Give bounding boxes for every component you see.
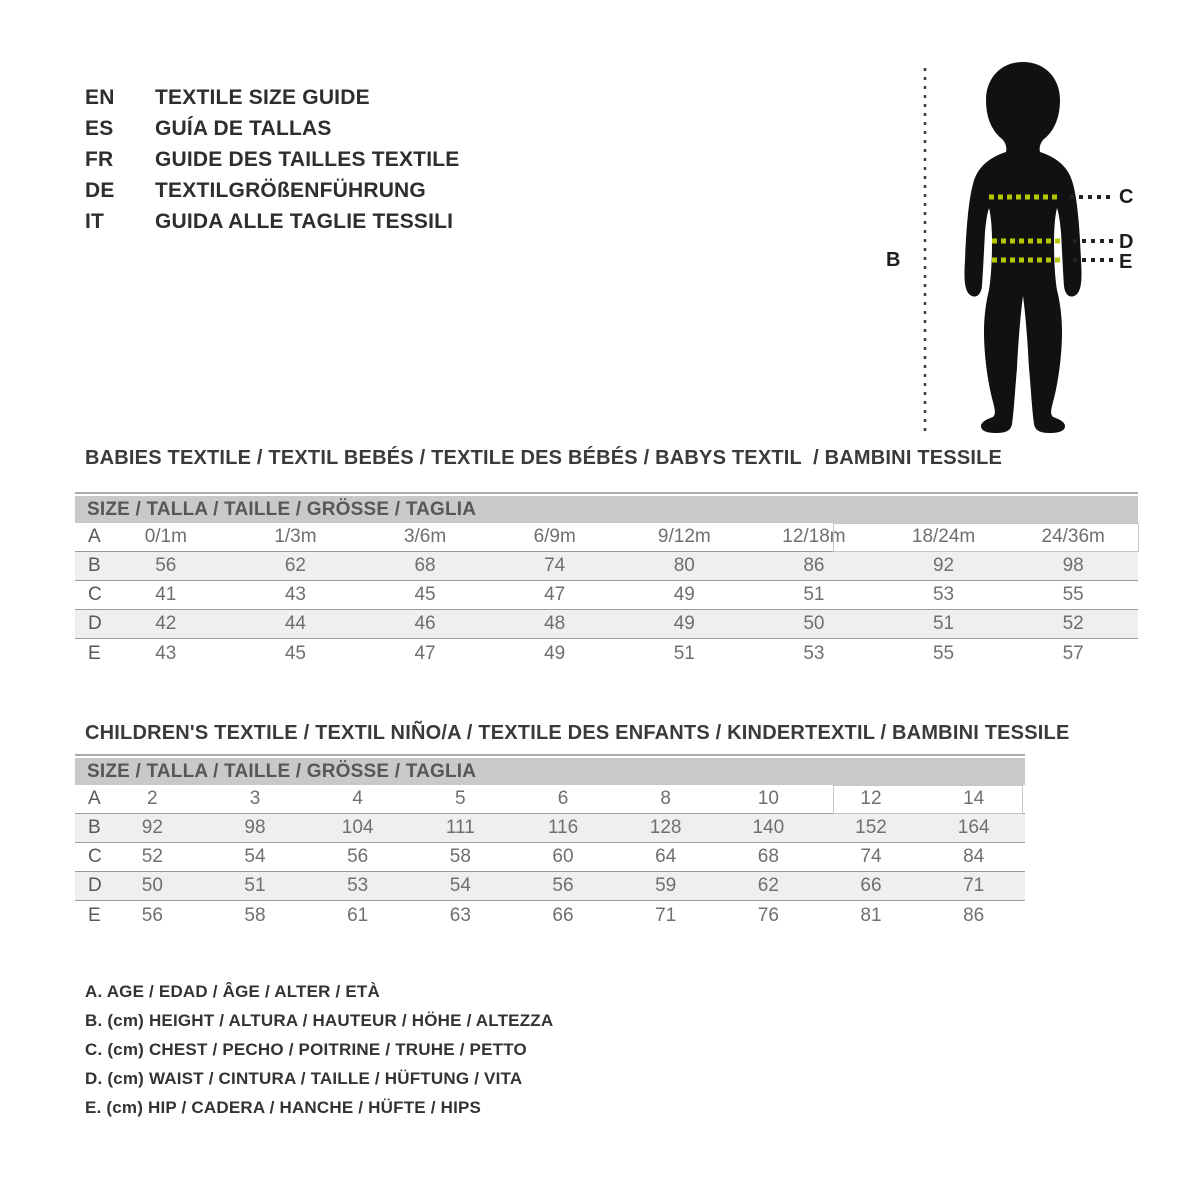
table-cell: 51 (803, 584, 825, 605)
table-cell: 48 (544, 613, 566, 634)
table-cell: 98 (1062, 555, 1084, 576)
measurement-legend (85, 977, 553, 1122)
table-cell: 14 (963, 788, 985, 809)
table-cell: 53 (347, 875, 369, 896)
table-cell: 64 (655, 846, 677, 867)
table-cell: 46 (414, 613, 436, 634)
language-label: GUIDA ALLE TAGLIE TESSILI (155, 209, 454, 233)
table-cell: 84 (963, 846, 985, 867)
table-cell: 66 (860, 875, 882, 896)
babies-size-table (75, 492, 1138, 668)
table-cell: 60 (552, 846, 574, 867)
table-cell: 56 (155, 555, 177, 576)
table-cell: 111 (445, 817, 475, 838)
table-cell: 45 (414, 584, 436, 605)
table-cell: 6/9m (533, 526, 576, 547)
row-label: D (88, 875, 102, 896)
table-cell: 68 (414, 555, 436, 576)
babies-section-heading: BABIES TEXTILE / TEXTIL BEBÉS / TEXTILE DES BÉBÉS / BABYS TEXTIL / BAMBINI TESSILE (85, 447, 1003, 469)
table-cell: 52 (141, 846, 163, 867)
language-label: GUIDE DES TAILLES TEXTILE (155, 147, 460, 171)
table-cell: 49 (673, 584, 695, 605)
table-cell: 49 (673, 613, 695, 634)
language-code: IT (85, 209, 105, 233)
table-cell: 55 (1062, 584, 1084, 605)
table-cell: 66 (552, 905, 574, 926)
table-cell: 8 (660, 788, 671, 809)
table-cell: 0/1m (144, 526, 187, 547)
table-cell: 9/12m (657, 526, 711, 547)
table-cell: 81 (860, 905, 882, 926)
table-cell: 71 (655, 905, 677, 926)
table-cell: 55 (932, 643, 955, 664)
language-code: ES (85, 116, 114, 140)
table-cell: 51 (244, 875, 266, 896)
row-label: A (88, 526, 101, 547)
language-label: TEXTILE SIZE GUIDE (155, 85, 370, 109)
table-cell: 44 (284, 613, 306, 634)
child-silhouette (965, 62, 1082, 433)
table-cell: 59 (655, 875, 677, 896)
table-cell: 6 (557, 788, 569, 809)
table-cell: 3/6m (403, 526, 447, 547)
table-cell: 92 (141, 817, 163, 838)
table-cell: 152 (855, 817, 887, 838)
table-cell: 74 (544, 555, 566, 576)
table-cell: 53 (932, 584, 955, 605)
table-cell: 76 (757, 905, 779, 926)
table-cell: 45 (284, 643, 306, 664)
table-cell: 47 (414, 643, 436, 664)
table-cell: 4 (352, 788, 363, 809)
table-row (75, 581, 1138, 610)
children-size-table (75, 754, 1025, 930)
table-row (75, 843, 1025, 872)
row-label: D (88, 613, 102, 634)
table-cell: 80 (673, 555, 695, 576)
table-cell: 24/36m (1041, 526, 1105, 547)
waist-measure-label: D (1119, 231, 1134, 253)
table-cell: 12/18m (782, 526, 846, 547)
table-cell: 92 (932, 555, 955, 576)
table-cell: 42 (155, 613, 177, 634)
row-label: C (88, 584, 102, 605)
table-row (75, 872, 1025, 901)
language-row (85, 113, 459, 144)
table-row (75, 639, 1138, 668)
table-top-rule (75, 754, 1025, 756)
chest-measure-label: C (1119, 186, 1134, 208)
table-cell: 164 (957, 817, 990, 838)
table-cell: 50 (803, 613, 825, 634)
table-cell: 18/24m (911, 526, 976, 547)
children-size-header: SIZE / TALLA / TAILLE / GRÖSSE / TAGLIA (75, 758, 1025, 785)
table-cell: 104 (341, 817, 374, 838)
table-cell: 116 (547, 817, 579, 838)
legend-line: D. (cm) WAIST / CINTURA / TAILLE / HÜFTUNG / VITA (85, 1069, 523, 1088)
row-label: E (88, 905, 101, 926)
table-cell: 43 (284, 584, 306, 605)
table-cell: 58 (449, 846, 471, 867)
table-row (75, 814, 1025, 843)
table-cell: 68 (757, 846, 779, 867)
language-label: TEXTILGRÖßENFÜHRUNG (155, 178, 426, 202)
table-cell: 56 (552, 875, 574, 896)
table-cell: 62 (757, 875, 779, 896)
table-cell: 51 (932, 613, 955, 634)
row-label: B (88, 555, 101, 576)
table-cell: 63 (449, 905, 471, 926)
table-cell: 71 (963, 875, 985, 896)
table-cell: 5 (455, 788, 466, 809)
language-list (85, 82, 459, 237)
language-row (85, 82, 459, 113)
table-cell: 57 (1062, 643, 1084, 664)
babies-size-header: SIZE / TALLA / TAILLE / GRÖSSE / TAGLIA (75, 496, 1138, 523)
height-measure-label: B (886, 249, 901, 271)
language-label: GUÍA DE TALLAS (155, 116, 332, 140)
table-cell: 52 (1062, 613, 1084, 634)
table-cell: 62 (284, 555, 306, 576)
table-row (75, 610, 1138, 639)
table-cell: 54 (244, 846, 266, 867)
language-row (85, 206, 459, 237)
babies-highlight-box (833, 523, 1139, 552)
table-cell: 61 (347, 905, 369, 926)
legend-line: E. (cm) HIP / CADERA / HANCHE / HÜFTE / HIPS (85, 1098, 482, 1117)
table-cell: 50 (141, 875, 163, 896)
table-cell: 56 (141, 905, 163, 926)
language-code: DE (85, 178, 115, 202)
table-cell: 43 (155, 643, 177, 664)
table-row (75, 901, 1025, 930)
table-cell: 56 (347, 846, 369, 867)
row-label: C (88, 846, 102, 867)
table-row (75, 552, 1138, 581)
table-cell: 49 (544, 643, 566, 664)
table-cell: 128 (649, 817, 682, 838)
table-cell: 58 (244, 905, 266, 926)
table-cell: 41 (155, 584, 177, 605)
table-cell: 54 (449, 875, 471, 896)
table-cell: 1/3m (274, 526, 317, 547)
children-highlight-box (833, 785, 1023, 814)
language-code: FR (85, 147, 114, 171)
legend-line: A. AGE / EDAD / ÂGE / ALTER / ETÀ (85, 982, 380, 1001)
table-cell: 3 (249, 788, 261, 809)
table-cell: 2 (147, 788, 158, 809)
language-row (85, 175, 459, 206)
table-cell: 86 (803, 555, 825, 576)
legend-line: B. (cm) HEIGHT / ALTURA / HAUTEUR / HÖHE / ALTEZZA (85, 1011, 554, 1030)
table-cell: 47 (544, 584, 566, 605)
table-cell: 53 (803, 643, 825, 664)
table-cell: 98 (244, 817, 266, 838)
table-top-rule (75, 492, 1138, 494)
table-cell: 10 (757, 788, 779, 809)
table-cell: 140 (752, 817, 785, 838)
table-cell: 51 (673, 643, 695, 664)
row-label: A (88, 788, 101, 809)
child-measurement-figure (880, 50, 1200, 450)
row-label: E (88, 643, 101, 664)
row-label: B (88, 817, 101, 838)
children-section-heading: CHILDREN'S TEXTILE / TEXTIL NIÑO/A / TEXTILE DES ENFANTS / KINDERTEXTIL / BAMBINI TESSILE (85, 722, 1070, 744)
table-cell: 74 (860, 846, 882, 867)
table-cell: 12 (860, 788, 882, 809)
language-code: EN (85, 85, 115, 109)
language-row (85, 144, 459, 175)
legend-line: C. (cm) CHEST / PECHO / POITRINE / TRUHE / PETTO (85, 1040, 527, 1059)
table-cell: 86 (963, 905, 985, 926)
hip-measure-label: E (1119, 251, 1133, 273)
